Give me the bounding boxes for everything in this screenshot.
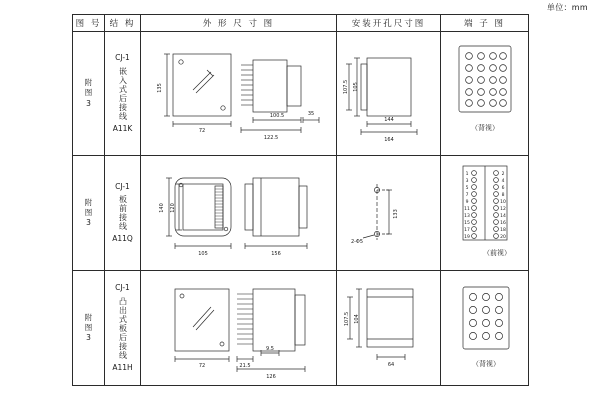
dim-64: 64	[387, 362, 395, 368]
terminal-diagram-cell	[441, 271, 529, 386]
terminal-view-note: （前视）	[483, 249, 511, 257]
dim-104: 104	[354, 314, 360, 324]
panel-cutout-cell	[337, 271, 441, 386]
drawing-no-line1: 附	[84, 78, 93, 88]
terminal-num-12: 12	[500, 207, 506, 212]
terminal-diagram-cell	[441, 156, 529, 271]
dim-100-5: 100.5	[269, 113, 285, 119]
header-panel-cutout: 安装开孔尺寸图	[337, 15, 441, 32]
structure-text: 凸出式板后接线	[118, 296, 128, 360]
outline-drawing-cell	[141, 156, 337, 271]
terminal-num-3: 3	[465, 179, 469, 184]
header-structure: 结 构	[105, 15, 141, 32]
terminal-num-1: 1	[465, 172, 469, 177]
panel-cutout-cell	[337, 156, 441, 271]
outline-drawing-cell	[141, 32, 337, 156]
terminal-num-10: 10	[500, 200, 506, 205]
header-drawing-no: 图 号	[73, 15, 105, 32]
dim-21-5: 21.5	[239, 363, 251, 369]
structure-cell	[105, 156, 141, 271]
structure-code: CJ-1	[115, 53, 130, 63]
dim-135: 135	[157, 83, 163, 93]
panel-cutout-cell	[337, 32, 441, 156]
dim-122-5: 122.5	[263, 135, 279, 141]
structure-cell	[105, 32, 141, 156]
terminal-num-5: 5	[465, 186, 469, 191]
drawing-no-cell	[73, 156, 105, 271]
terminal-num-6: 6	[501, 186, 505, 191]
terminal-num-14: 14	[500, 214, 506, 219]
drawing-no-line2: 图	[84, 88, 93, 98]
table-row	[73, 156, 529, 271]
terminal-num-2: 2	[501, 172, 505, 177]
terminal-num-8: 8	[501, 193, 505, 198]
structure-model: A11Q	[112, 234, 133, 243]
dim-120: 120	[170, 203, 176, 213]
table-row	[73, 271, 529, 386]
structure-cell	[105, 271, 141, 386]
dim-2-phi5: 2-Φ5	[350, 239, 364, 245]
drawing-no-line1: 附	[84, 312, 93, 322]
terminal-num-11: 11	[464, 207, 470, 212]
dim-72: 72	[198, 128, 206, 134]
drawing-no-line3: 3	[86, 333, 91, 343]
dim-35: 35	[307, 111, 315, 117]
terminal-num-20: 20	[500, 235, 506, 240]
dim-107-5: 107.5	[344, 311, 350, 327]
dim-156: 156	[271, 251, 281, 257]
structure-text: 嵌入式后接线	[118, 66, 128, 121]
terminal-num-17: 17	[464, 228, 470, 233]
terminal-num-18: 18	[500, 228, 506, 233]
terminal-diagram-cell	[441, 32, 529, 156]
structure-model: A11H	[112, 362, 133, 372]
dim-105: 105	[198, 251, 208, 257]
spec-table	[72, 14, 529, 386]
unit-note: 单位：mm	[546, 3, 588, 12]
dim-9-5: 9.5	[266, 346, 274, 352]
dim-140: 140	[159, 203, 165, 213]
dim-107-5: 107.5	[343, 79, 349, 95]
drawing-no-cell	[73, 271, 105, 386]
terminal-num-4: 4	[501, 179, 505, 184]
structure-code: CJ-1	[115, 283, 130, 293]
structure-text: 板前接线	[118, 195, 128, 231]
header-outline-dimension: 外 形 尺 寸 图	[141, 15, 337, 32]
terminal-num-9: 9	[465, 200, 469, 205]
terminal-num-13: 13	[464, 214, 470, 219]
outline-drawing-cell	[141, 271, 337, 386]
terminal-view-note: （背视）	[472, 360, 500, 368]
structure-code: CJ-1	[115, 181, 130, 191]
terminal-num-15: 15	[464, 221, 470, 226]
dim-126: 126	[266, 374, 276, 380]
terminal-num-16: 16	[500, 221, 506, 226]
table-header-row	[73, 15, 529, 32]
drawing-no-line1: 附	[84, 197, 93, 207]
header-terminal-diagram: 端 子 图	[441, 15, 529, 32]
terminal-num-19: 19	[464, 235, 470, 240]
dim-144: 144	[384, 117, 394, 123]
dim-105: 105	[353, 82, 359, 92]
drawing-no-line2: 图	[84, 322, 93, 332]
table-row	[73, 32, 529, 156]
terminal-num-7: 7	[465, 193, 469, 198]
drawing-no-cell	[73, 32, 105, 156]
drawing-no-line2: 图	[84, 207, 93, 217]
dim-164: 164	[384, 137, 394, 143]
terminal-view-note: （背视）	[471, 124, 499, 132]
dim-133: 133	[393, 209, 399, 219]
structure-model: A11K	[112, 123, 133, 133]
drawing-no-line3: 3	[86, 218, 91, 228]
dim-72: 72	[198, 363, 206, 369]
drawing-no-line3: 3	[86, 98, 91, 108]
